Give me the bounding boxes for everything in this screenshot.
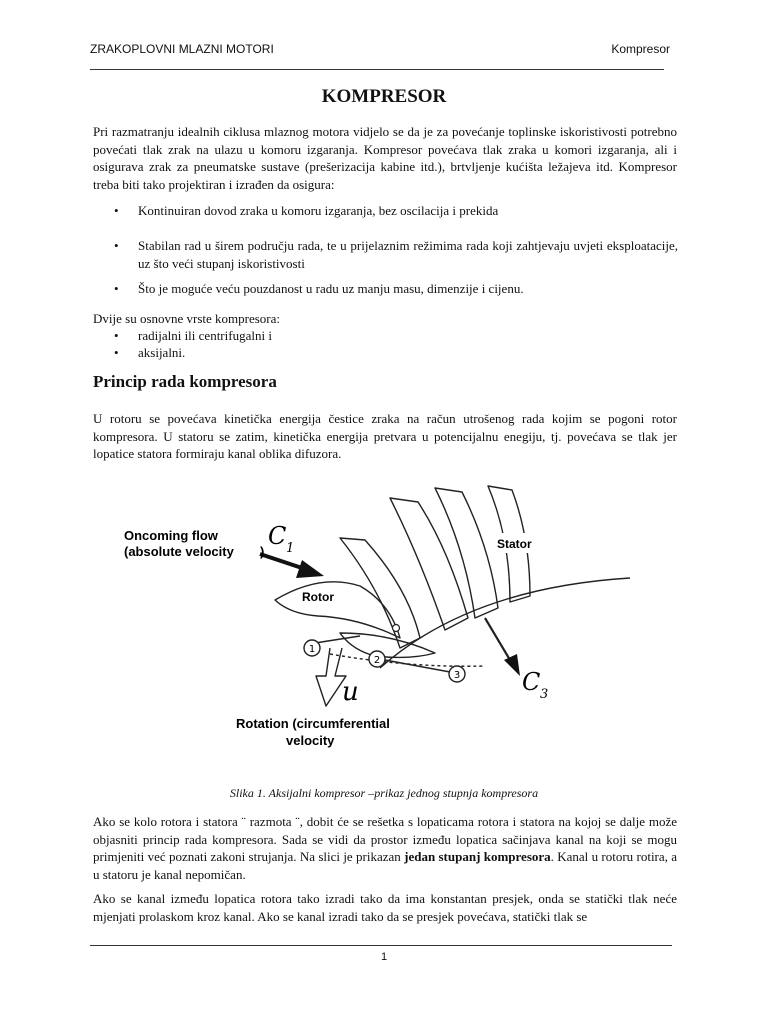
casing-arc (380, 578, 630, 668)
compressor-stage-drawing (90, 478, 630, 778)
intro-paragraph: Pri razmatranju idealnih ciklusa mlaznog motora vidjelo se da je za povećanje toplinske iskoristivosti potrebno povećati tlak zrak na ulazu u komoru izgaranja. Kompresor povećava tlak zraka u komori izgaranja, ali i osigurava zrak za pneumatske sustave (prešerizacija kabine itd.), brtvljenje kućišta ležajeva itd. Kompresor treba biti tako projektiran i izrađen da osigura: (93, 124, 677, 192)
svg-text:3: 3 (453, 670, 461, 681)
principle-paragraph: U rotoru se povećava kinetička energija čestice zraka na račun utrošenog rada kojim se pogoni rotor kompresora. U statoru se zatim, kinetička energija pretvara u potencijalnu enegiju, tj. povećava se tlak jer lopatice statora formiraju kanal oblika difuzora. (93, 411, 677, 461)
page-number: 1 (380, 951, 388, 963)
bullet-icon: • (114, 203, 119, 218)
c1-label: C (268, 522, 287, 550)
bullet-icon: • (114, 328, 119, 343)
absolute-velocity-label: (absolute velocity (124, 544, 234, 559)
type-item: • aksijalni. (114, 345, 186, 360)
oncoming-flow-label: Oncoming flow (124, 528, 218, 543)
requirement-item: • Što je moguće veću pouzdanost u radu uz manju masu, dimenzije i cijenu. (114, 281, 524, 296)
stator-label: Stator (497, 537, 532, 551)
footer-rule (90, 945, 672, 946)
section-title: Princip rada kompresora (93, 372, 277, 391)
emphasis-text: jedan stupanj kompresora (404, 849, 551, 864)
cascade-paragraph: Ako se kolo rotora i statora ¨ razmota ¨, dobit će se rešetka s lopaticama rotora i statora na kojoj se dalje može objasniti princip rada kompresora. Sada se vidi da prostor između lopatica sačinjava kanal na koji se mogu primjeniti već poznati zakoni strujanja. Na slici je prikazan jedan stupanj kompresora. Kanal u rotoru rotira, a u statoru je kanal nepomičan. (93, 814, 678, 882)
page-title: KOMPRESOR (321, 86, 447, 107)
bullet-icon: • (114, 238, 119, 253)
header-right: Kompresor (611, 42, 670, 56)
svg-text:): ) (260, 544, 265, 559)
requirement-item: • Stabilan rad u širem području rada, te u prijelaznim režimima rada koji zahtjevaju uvjeti eksploatacije, uz što veći stupanj iskoristivosti (114, 238, 678, 271)
svg-text:3: 3 (540, 687, 549, 702)
rotor-label: Rotor (302, 590, 334, 604)
svg-text:1: 1 (286, 541, 295, 556)
rotor-blade (275, 582, 400, 638)
header-rule (90, 69, 664, 70)
compressor-figure (90, 478, 630, 783)
page-header (90, 42, 670, 56)
rotation-label: Rotation (circumferential (236, 716, 390, 731)
circumferential-velocity-label: velocity (286, 733, 335, 748)
channel-paragraph: Ako se kanal između lopatica rotora tako izradi tako da ima konstantan presjek, onda se statički tlak neće mjenjati prolaskom kroz kanal. Ako se kanal izradi tako da se presjek povećava, statički tlak se (93, 891, 677, 924)
bullet-icon: • (114, 281, 119, 296)
c1-arrow-head (296, 560, 324, 578)
svg-text:1: 1 (308, 644, 316, 655)
stator-blade (390, 498, 468, 630)
requirement-item: • Kontinuiran dovod zraka u komoru izgaranja, bez oscilacija i prekida (114, 203, 499, 218)
svg-text:2: 2 (373, 655, 381, 666)
c3-arrow-shaft (485, 618, 510, 660)
types-intro: Dvije su osnovne vrste kompresora: (93, 311, 281, 326)
u-label: u (342, 677, 359, 707)
c3-arrow-head (504, 654, 520, 676)
type-item: • radijalni ili centrifugalni i (114, 328, 272, 343)
stator-blade (340, 538, 420, 648)
bullet-icon: • (114, 345, 119, 360)
c3-label: C (522, 668, 541, 696)
header-left: ZRAKOPLOVNI MLAZNI MOTORI (90, 42, 274, 56)
figure-caption: Slika 1. Aksijalni kompresor –prikaz jednog stupnja kompresora (229, 786, 539, 800)
